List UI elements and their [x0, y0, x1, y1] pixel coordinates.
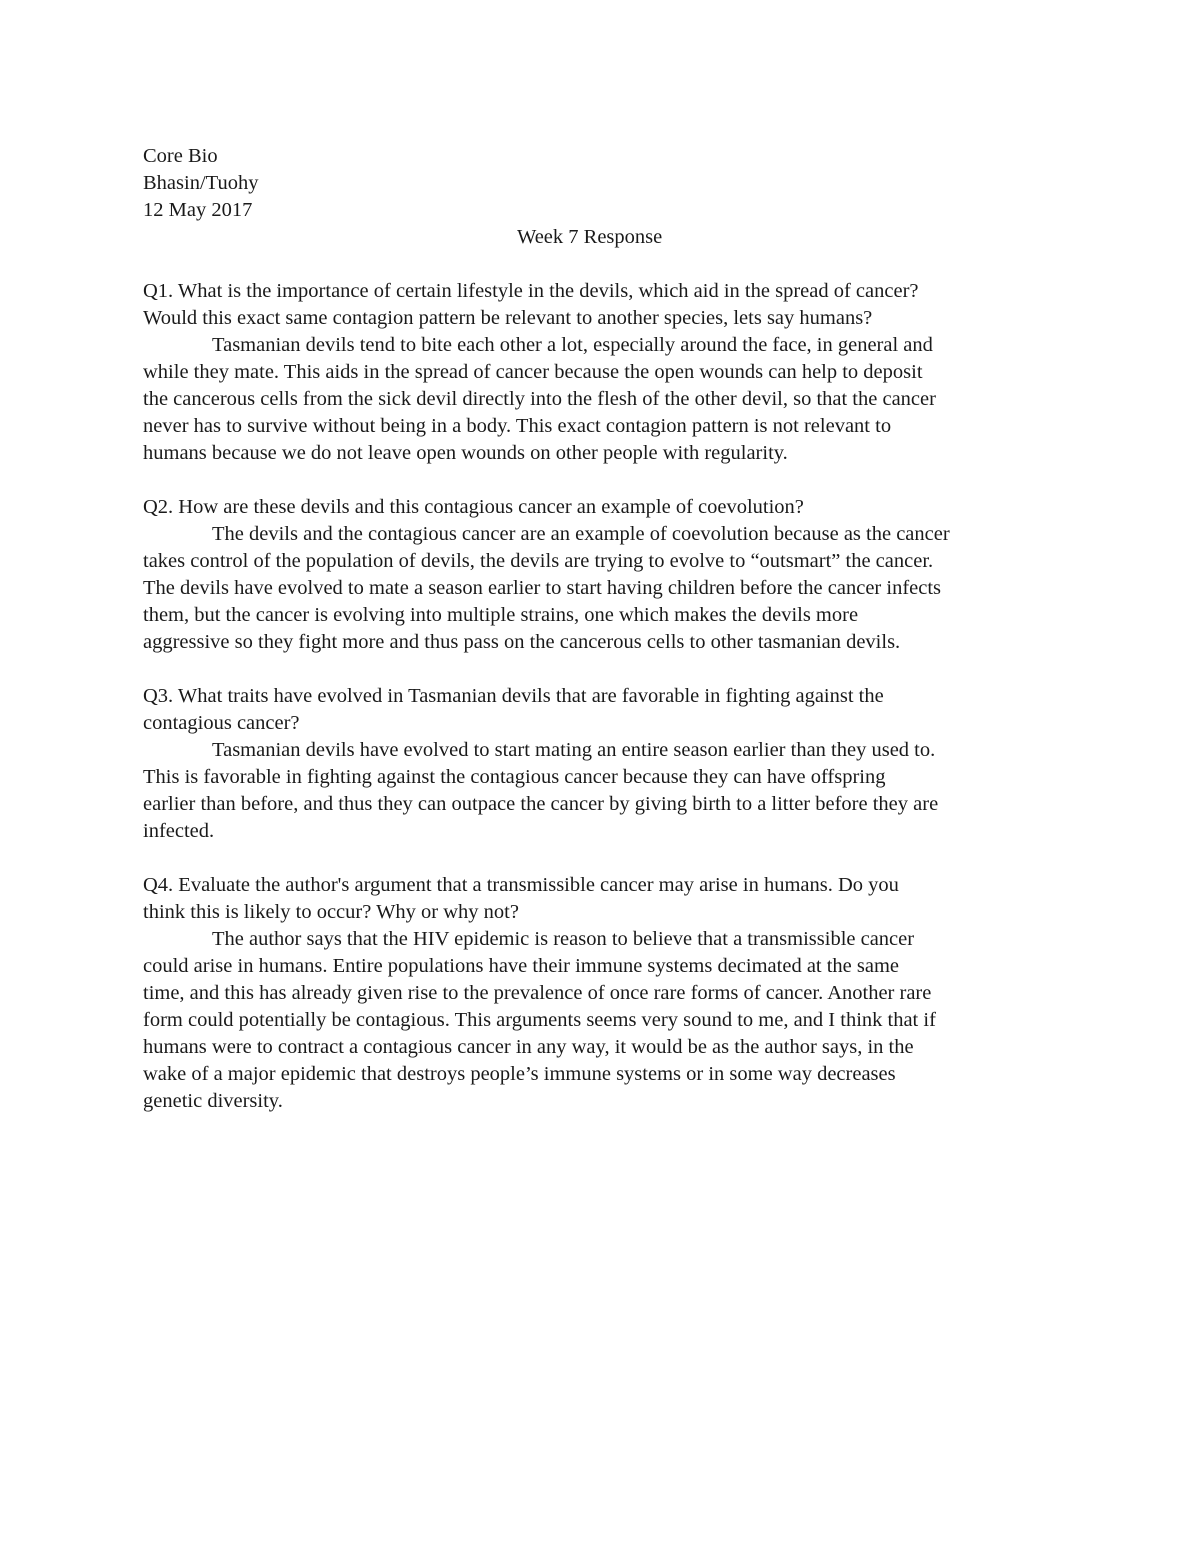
answer-4-line: humans were to contract a contagious cancer in any way, it would be as the author says, in the [143, 1036, 914, 1058]
question-4-line: Q4. Evaluate the author's argument that a transmissible cancer may arise in humans. Do you [143, 874, 899, 896]
document-body [143, 143, 1073, 1115]
question-2-line: Q2. How are these devils and this contagious cancer an example of coevolution? [143, 496, 804, 518]
answer-4-line: wake of a major epidemic that destroys people’s immune systems or in some way decreases [143, 1063, 896, 1085]
spacer [143, 251, 1073, 278]
answer-4-line: could arise in humans. Entire populations have their immune systems decimated at the same [143, 955, 900, 977]
answer-2-line: The devils have evolved to mate a season earlier to start having children before the cancer infects [143, 577, 942, 599]
document-title: Week 7 Response [517, 226, 663, 248]
spacer [143, 467, 1073, 494]
question-3-line: Q3. What traits have evolved in Tasmanian devils that are favorable in fighting against the [143, 685, 884, 707]
document-date: 12 May 2017 [143, 199, 253, 221]
question-block-4 [143, 872, 1073, 1115]
answer-1-line: while they mate. This aids in the spread of cancer because the open wounds can help to deposit [143, 361, 923, 383]
answer-2-line: The devils and the contagious cancer are an example of coevolution because as the cancer [212, 523, 950, 545]
question-4-line: think this is likely to occur? Why or why not? [143, 901, 519, 923]
question-3-line: contagious cancer? [143, 712, 300, 734]
question-block-1 [143, 278, 1073, 467]
answer-1-line: never has to survive without being in a body. This exact contagion pattern is not relevant to [143, 415, 892, 437]
spacer [143, 845, 1073, 872]
question-block-3 [143, 683, 1073, 845]
course-name: Core Bio [143, 145, 218, 167]
answer-3-line: earlier than before, and thus they can outpace the cancer by giving birth to a litter before they are [143, 793, 939, 815]
spacer [143, 656, 1073, 683]
answer-1-line: humans because we do not leave open wounds on other people with regularity. [143, 442, 788, 464]
answer-4-line: The author says that the HIV epidemic is reason to believe that a transmissible cancer [212, 928, 915, 950]
instructor-names: Bhasin/Tuohy [143, 172, 259, 194]
question-1-line: Q1. What is the importance of certain lifestyle in the devils, which aid in the spread of cancer? [143, 280, 919, 302]
answer-2-line: aggressive so they fight more and thus pass on the cancerous cells to other tasmanian devils. [143, 631, 901, 653]
answer-3-line: Tasmanian devils have evolved to start mating an entire season earlier than they used to. [212, 739, 936, 761]
answer-4-line: time, and this has already given rise to the prevalence of once rare forms of cancer. Another rare [143, 982, 932, 1004]
answer-3-line: This is favorable in fighting against the contagious cancer because they can have offspring [143, 766, 886, 788]
answer-1-line: Tasmanian devils tend to bite each other a lot, especially around the face, in general and [212, 334, 933, 356]
answer-1-line: the cancerous cells from the sick devil directly into the flesh of the other devil, so that the cancer [143, 388, 936, 410]
answer-4-line: form could potentially be contagious. This arguments seems very sound to me, and I think that if [143, 1009, 936, 1031]
answer-3-line: infected. [143, 820, 215, 842]
question-block-2 [143, 494, 1073, 656]
answer-2-line: takes control of the population of devils, the devils are trying to evolve to “outsmart” the cancer. [143, 550, 934, 572]
answer-2-line: them, but the cancer is evolving into multiple strains, one which makes the devils more [143, 604, 859, 626]
question-1-line: Would this exact same contagion pattern be relevant to another species, lets say humans? [143, 307, 873, 329]
answer-4-line: genetic diversity. [143, 1090, 283, 1112]
